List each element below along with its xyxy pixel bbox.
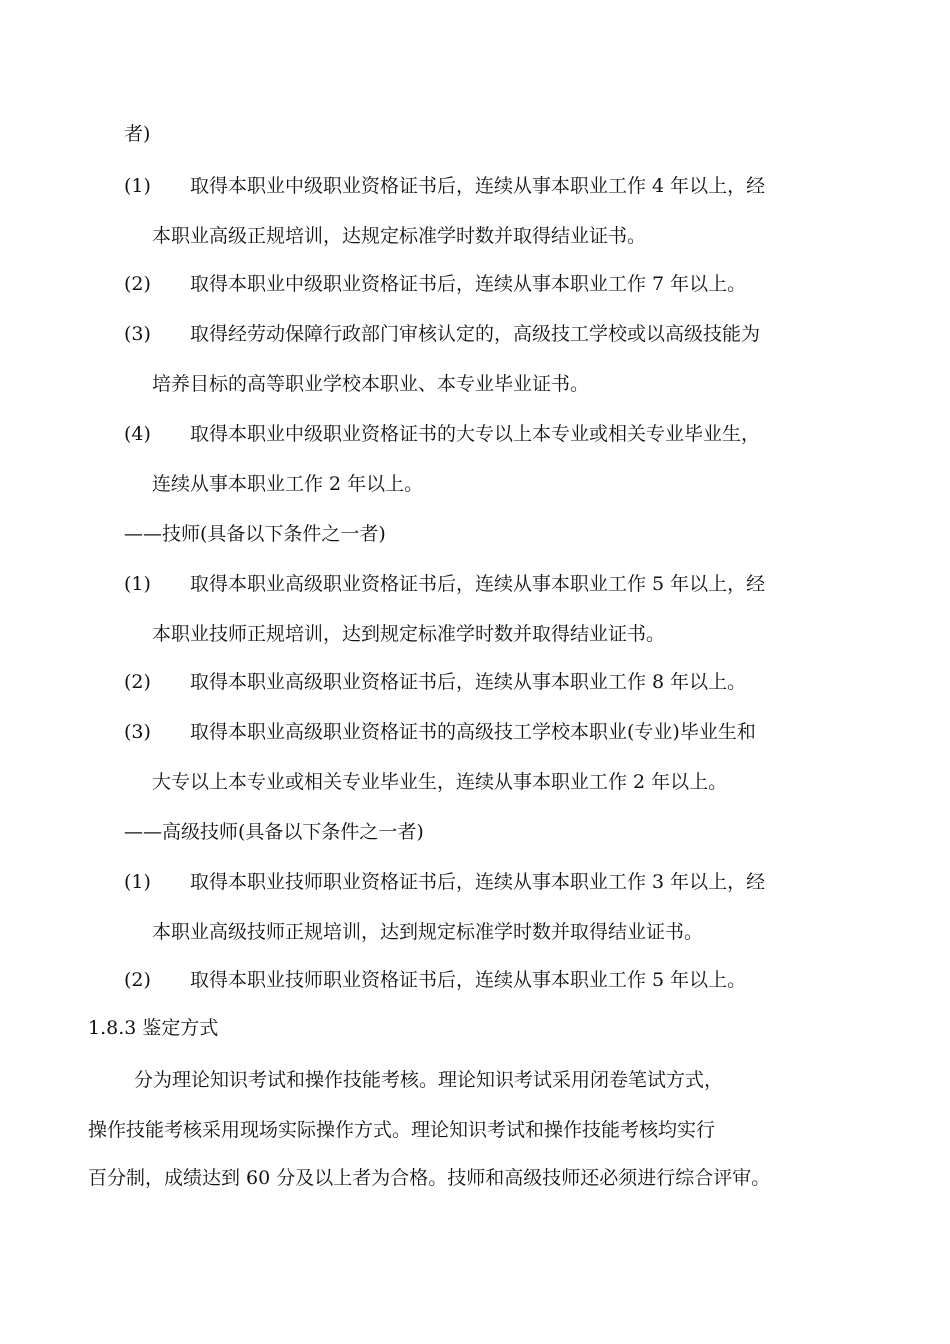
list-item-continuation: 培养目标的高等职业学校本职业、本专业毕业证书。 (152, 373, 590, 395)
list-number: (3) (124, 323, 151, 345)
list-item-continuation: 本职业高级技师正规培训，达到规定标准学时数并取得结业证书。 (152, 921, 704, 943)
list-item-text: 取得本职业高级职业资格证书的高级技工学校本职业(专业)毕业生和 (190, 721, 756, 743)
list-item-text: 取得本职业技师职业资格证书后，连续从事本职业工作 5 年以上。 (190, 969, 747, 991)
level-heading-gaoji-jishi: ——高级技师(具备以下条件之一者) (124, 821, 424, 843)
text-line: 者) (124, 123, 151, 145)
list-item-continuation: 本职业技师正规培训，达到规定标准学时数并取得结业证书。 (152, 623, 666, 645)
paragraph-line: 分为理论知识考试和操作技能考核。理论知识考试采用闭卷笔试方式， (134, 1069, 724, 1091)
list-number: (1) (124, 573, 151, 595)
list-item-continuation: 连续从事本职业工作 2 年以上。 (152, 473, 424, 495)
paragraph-line: 百分制，成绩达到 60 分及以上者为合格。技师和高级技师还必须进行综合评审。 (88, 1167, 771, 1189)
list-number: (1) (124, 175, 151, 197)
list-item-text: 取得经劳动保障行政部门审核认定的，高级技工学校或以高级技能为 (190, 323, 761, 345)
list-item-text: 取得本职业中级职业资格证书后，连续从事本职业工作 7 年以上。 (190, 273, 747, 295)
list-item-text: 取得本职业高级职业资格证书后，连续从事本职业工作 5 年以上，经 (190, 573, 766, 595)
list-number: (1) (124, 871, 151, 893)
list-number: (3) (124, 721, 151, 743)
list-item-text: 取得本职业技师职业资格证书后，连续从事本职业工作 3 年以上，经 (190, 871, 766, 893)
list-item-text: 取得本职业中级职业资格证书的大专以上本专业或相关专业毕业生， (190, 423, 761, 445)
section-heading: 1.8.3 鉴定方式 (88, 1017, 219, 1039)
paragraph-line: 操作技能考核采用现场实际操作方式。理论知识考试和操作技能考核均实行 (88, 1119, 716, 1141)
list-item-continuation: 本职业高级正规培训，达规定标准学时数并取得结业证书。 (152, 225, 647, 247)
list-item-text: 取得本职业中级职业资格证书后，连续从事本职业工作 4 年以上，经 (190, 175, 766, 197)
level-heading-jishi: ——技师(具备以下条件之一者) (124, 523, 386, 545)
list-number: (2) (124, 671, 151, 693)
list-number: (2) (124, 969, 151, 991)
list-item-continuation: 大专以上本专业或相关专业毕业生，连续从事本职业工作 2 年以上。 (152, 771, 728, 793)
list-item-text: 取得本职业高级职业资格证书后，连续从事本职业工作 8 年以上。 (190, 671, 747, 693)
list-number: (4) (124, 423, 151, 445)
list-number: (2) (124, 273, 151, 295)
